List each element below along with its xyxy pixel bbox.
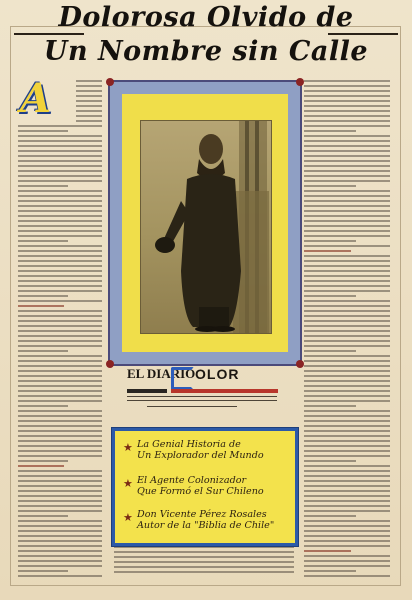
- column-text-line: [304, 195, 390, 197]
- column-text-line: [304, 490, 390, 492]
- column-text-line: [304, 350, 356, 352]
- column-text-line: [304, 380, 390, 382]
- column-text-line: [304, 330, 390, 332]
- column-text-line: [18, 325, 102, 327]
- column-text-line: [304, 245, 390, 247]
- column-text-line: [114, 551, 294, 553]
- column-text-line: [18, 535, 102, 537]
- star-bullet-icon: ★: [123, 477, 133, 490]
- column-text-line: [304, 385, 390, 387]
- column-text-line: [304, 130, 356, 132]
- column-text-line: [18, 265, 102, 267]
- column-text-line: [18, 355, 102, 357]
- column-text-line: [18, 340, 102, 342]
- column-text-line: [304, 480, 390, 482]
- column-text-line: [18, 160, 102, 162]
- column-text-line: [18, 135, 102, 137]
- column-text-line: [304, 535, 390, 537]
- column-text-line: [304, 115, 390, 117]
- column-text-line: [18, 270, 102, 272]
- column-text-line: [18, 390, 102, 392]
- column-text-line: [18, 475, 102, 477]
- column-text-line: [304, 285, 390, 287]
- column-text-line: [304, 460, 356, 462]
- column-text-line: [304, 225, 390, 227]
- column-text-line: [304, 215, 390, 217]
- masthead-rule-2: [127, 400, 277, 401]
- column-text-line: [18, 435, 102, 437]
- column-text-line: [304, 140, 390, 142]
- column-text-line: [18, 400, 102, 402]
- column-text-line: [18, 165, 102, 167]
- column-text-line: [304, 305, 390, 307]
- column-text-line: [304, 475, 390, 477]
- column-text-line: [18, 290, 102, 292]
- title-rule-left: [14, 33, 84, 35]
- column-text-line: [304, 310, 390, 312]
- column-text-line: [304, 500, 390, 502]
- column-text-line: [18, 495, 102, 497]
- column-text-line: [18, 490, 102, 492]
- column-text-line: [18, 510, 102, 512]
- column-text-line: [304, 370, 390, 372]
- column-text-line: [18, 500, 102, 502]
- column-text-line: [304, 375, 390, 377]
- column-text-line: [18, 275, 102, 277]
- el-diario-color-masthead: [127, 366, 277, 408]
- column-text-line: [18, 280, 102, 282]
- column-text-line: [18, 575, 102, 577]
- column-subheading-line: [18, 465, 64, 467]
- column-text-line: [304, 280, 390, 282]
- frame-corner-tl: [106, 78, 114, 86]
- column-text-line: [18, 570, 68, 572]
- column-text-line: [304, 435, 390, 437]
- column-text-line: [18, 295, 68, 297]
- column-text-line: [304, 295, 356, 297]
- column-text-line: [304, 270, 390, 272]
- column-text-line: [304, 290, 390, 292]
- column-text-line: [304, 275, 390, 277]
- box-item-2-line-1: El Agente Colonizador: [137, 475, 247, 486]
- column-text-line: [18, 320, 102, 322]
- column-text-line: [304, 360, 390, 362]
- column-text-line: [304, 525, 390, 527]
- column-text-line: [304, 405, 356, 407]
- column-text-line: [304, 95, 390, 97]
- column-text-line: [18, 350, 68, 352]
- masthead-el-diario: EL DIARIO: [127, 366, 196, 381]
- column-text-line: [304, 300, 390, 302]
- column-text-line: [304, 220, 390, 222]
- portrait-yellow-mat: [122, 94, 288, 352]
- column-text-line: [18, 330, 102, 332]
- column-text-line: [304, 565, 390, 567]
- column-text-line: [18, 485, 102, 487]
- column-text-line: [76, 80, 102, 82]
- frame-corner-br: [296, 360, 304, 368]
- column-text-line: [304, 390, 390, 392]
- column-text-line: [18, 245, 102, 247]
- column-subheading-line: [304, 550, 351, 552]
- column-text-line: [18, 185, 68, 187]
- column-text-line: [18, 540, 102, 542]
- drop-cap-letter: A: [20, 75, 52, 122]
- column-text-line: [18, 130, 68, 132]
- box-item-3-line-2: Autor de la "Biblia de Chile": [137, 520, 275, 531]
- column-text-line: [304, 440, 390, 442]
- column-text-line: [18, 410, 102, 412]
- box-item-2: [137, 475, 287, 497]
- column-text-line: [18, 150, 102, 152]
- column-subheading-line: [304, 250, 351, 252]
- column-text-line: [304, 170, 390, 172]
- column-text-line: [18, 260, 102, 262]
- column-text-line: [18, 545, 102, 547]
- column-text-line: [304, 455, 390, 457]
- column-text-line: [304, 185, 356, 187]
- column-text-line: [76, 95, 102, 97]
- column-text-line: [18, 555, 102, 557]
- column-text-line: [304, 400, 390, 402]
- box-item-3: [137, 509, 287, 531]
- column-text-line: [304, 355, 390, 357]
- column-text-line: [114, 571, 294, 573]
- column-text-line: [304, 505, 390, 507]
- star-bullet-icon: ★: [123, 511, 133, 524]
- column-text-line: [18, 405, 68, 407]
- column-text-line: [304, 320, 390, 322]
- column-text-line: [304, 345, 390, 347]
- column-text-line: [304, 325, 390, 327]
- right-text-column: [304, 80, 390, 580]
- column-text-line: [304, 235, 390, 237]
- portrait-figure-image: [141, 121, 271, 333]
- column-text-line: [304, 105, 390, 107]
- column-text-line: [114, 566, 294, 568]
- column-text-line: [304, 175, 390, 177]
- column-text-line: [18, 345, 102, 347]
- headline-line-1: Dolorosa Olvido de: [58, 2, 354, 33]
- column-text-line: [18, 460, 68, 462]
- column-text-line: [304, 240, 356, 242]
- masthead-red-strip: [171, 389, 278, 393]
- column-text-line: [18, 430, 102, 432]
- column-text-line: [304, 265, 390, 267]
- column-text-line: [18, 480, 102, 482]
- column-text-line: [18, 505, 102, 507]
- column-text-line: [18, 335, 102, 337]
- column-text-line: [304, 145, 390, 147]
- column-text-line: [18, 445, 102, 447]
- column-text-line: [18, 300, 102, 302]
- column-text-line: [18, 190, 102, 192]
- column-text-line: [18, 550, 102, 552]
- column-text-line: [304, 125, 390, 127]
- column-text-line: [18, 395, 102, 397]
- column-text-line: [304, 340, 390, 342]
- column-text-line: [304, 165, 390, 167]
- column-text-line: [18, 125, 102, 127]
- column-text-line: [18, 175, 102, 177]
- box-item-2-line-2: Que Formó el Sur Chileno: [137, 486, 264, 497]
- column-text-line: [18, 235, 102, 237]
- column-text-line: [304, 365, 390, 367]
- column-text-line: [304, 200, 390, 202]
- column-text-line: [18, 440, 102, 442]
- column-text-line: [304, 465, 390, 467]
- column-text-line: [304, 415, 390, 417]
- box-item-1-line-1: La Genial Historia de: [137, 439, 241, 450]
- column-text-line: [304, 255, 390, 257]
- column-text-line: [18, 200, 102, 202]
- title-rule-right: [328, 33, 398, 35]
- column-text-line: [18, 375, 102, 377]
- column-text-line: [304, 155, 390, 157]
- column-text-line: [18, 250, 102, 252]
- column-text-line: [18, 155, 102, 157]
- masthead-rule-3: [147, 406, 237, 407]
- column-text-line: [76, 105, 102, 107]
- column-text-line: [304, 335, 390, 337]
- column-text-line: [18, 230, 102, 232]
- column-text-line: [304, 445, 390, 447]
- column-text-line: [304, 410, 390, 412]
- column-text-line: [304, 470, 390, 472]
- column-text-line: [18, 520, 102, 522]
- column-text-line: [304, 100, 390, 102]
- star-bullet-icon: ★: [123, 441, 133, 454]
- masthead-dark-band: [127, 389, 167, 393]
- column-text-line: [304, 450, 390, 452]
- column-text-line: [18, 425, 102, 427]
- column-text-line: [304, 85, 390, 87]
- column-text-line: [18, 205, 102, 207]
- column-text-line: [76, 110, 102, 112]
- column-text-line: [76, 120, 102, 122]
- column-text-line: [18, 370, 102, 372]
- column-text-line: [304, 485, 390, 487]
- column-text-line: [18, 450, 102, 452]
- column-text-line: [304, 160, 390, 162]
- column-text-line: [18, 385, 102, 387]
- column-text-line: [76, 85, 102, 87]
- column-text-line: [304, 545, 390, 547]
- column-text-line: [18, 180, 102, 182]
- frame-corner-bl: [106, 360, 114, 368]
- column-text-line: [304, 180, 390, 182]
- column-text-line: [304, 570, 356, 572]
- column-text-line: [18, 215, 102, 217]
- column-text-line: [18, 220, 102, 222]
- column-text-line: [304, 110, 390, 112]
- column-text-line: [304, 190, 390, 192]
- left-text-column: [18, 75, 102, 580]
- column-text-line: [304, 120, 390, 122]
- column-text-line: [18, 210, 102, 212]
- column-text-line: [18, 360, 102, 362]
- center-bottom-text: [114, 546, 294, 578]
- column-text-line: [114, 556, 294, 558]
- column-text-line: [304, 560, 390, 562]
- column-text-line: [18, 525, 102, 527]
- column-text-line: [18, 415, 102, 417]
- column-text-line: [304, 520, 390, 522]
- column-text-line: [18, 455, 102, 457]
- column-text-line: [304, 80, 390, 82]
- masthead-color-word: OLOR: [195, 366, 240, 382]
- box-item-1: [137, 439, 287, 461]
- column-text-line: [18, 420, 102, 422]
- masthead-rule-1: [127, 396, 277, 397]
- column-text-line: [114, 561, 294, 563]
- masthead-c-logo-icon: [171, 367, 194, 390]
- column-text-line: [76, 115, 102, 117]
- column-text-line: [18, 560, 102, 562]
- column-text-line: [76, 90, 102, 92]
- column-text-line: [304, 530, 390, 532]
- column-text-line: [304, 210, 390, 212]
- column-text-line: [18, 240, 68, 242]
- column-text-line: [18, 140, 102, 142]
- column-text-line: [18, 310, 102, 312]
- column-text-line: [18, 285, 102, 287]
- column-text-line: [18, 145, 102, 147]
- column-text-line: [304, 395, 390, 397]
- headline-line-2: Un Nombre sin Calle: [43, 36, 369, 67]
- column-text-line: [304, 515, 356, 517]
- column-text-line: [304, 150, 390, 152]
- column-text-line: [18, 195, 102, 197]
- column-text-line: [18, 380, 102, 382]
- feature-summary-box: [112, 428, 298, 546]
- box-item-3-line-1: Don Vicente Pérez Rosales: [137, 509, 267, 520]
- portrait-photo: [140, 120, 272, 334]
- column-text-line: [304, 315, 390, 317]
- column-text-line: [304, 510, 390, 512]
- column-text-line: [18, 565, 102, 567]
- column-text-line: [76, 100, 102, 102]
- column-text-line: [304, 495, 390, 497]
- column-text-line: [304, 260, 390, 262]
- column-text-line: [304, 420, 390, 422]
- column-text-line: [304, 540, 390, 542]
- box-item-1-line-2: Un Explorador del Mundo: [137, 450, 264, 461]
- column-text-line: [304, 205, 390, 207]
- column-text-line: [304, 90, 390, 92]
- column-text-line: [18, 170, 102, 172]
- frame-corner-tr: [296, 78, 304, 86]
- column-text-line: [18, 225, 102, 227]
- column-text-line: [18, 470, 102, 472]
- column-text-line: [114, 546, 294, 548]
- column-text-line: [18, 530, 102, 532]
- column-text-line: [304, 575, 390, 577]
- column-text-line: [18, 365, 102, 367]
- column-text-line: [18, 255, 102, 257]
- column-text-line: [304, 430, 390, 432]
- column-text-line: [18, 515, 68, 517]
- column-text-line: [18, 315, 102, 317]
- column-text-line: [304, 230, 390, 232]
- portrait-frame: [108, 80, 302, 366]
- column-text-line: [304, 135, 390, 137]
- column-text-line: [304, 425, 390, 427]
- column-text-line: [304, 555, 390, 557]
- column-subheading-line: [18, 305, 64, 307]
